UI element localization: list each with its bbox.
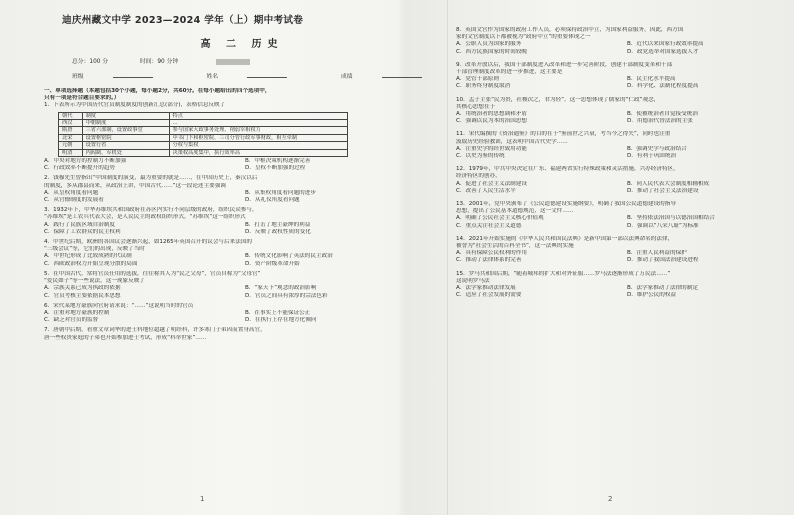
score-label: 总分：100 分: [72, 59, 109, 65]
q5-stem: 5．在中国古代，常将官员任用的选拔，往往称其人为“民之父母”，官员自称为“父母官”: [44, 270, 261, 277]
option-d: D．从礼仪角度看问题: [245, 197, 300, 204]
q3-stem-2: “苏维埃”是工农兵代表大会，是人民民主的政权组织形式，“苏维埃”这一组织形式: [44, 214, 246, 221]
q1-th-1: 制度: [82, 112, 169, 119]
question-11: [456, 131, 792, 160]
option-d: D．推动了我国法治建设进程: [627, 257, 699, 264]
q1-cell: 北宋: [59, 134, 83, 141]
student-info: [72, 71, 440, 80]
option-a: A．践行了民族区域自治制度: [44, 221, 115, 228]
option-c: C．行政效率不断提升的趋势: [44, 165, 116, 172]
question-10: [456, 97, 792, 126]
option-a: A．中世纪形成了比较成熟的代议制: [44, 253, 132, 260]
q12-stem-2: 经济特区的创办，: [456, 173, 501, 180]
q14-stem: 14．2021年开始实施的《中华人民共和国民法典》是新中国第一部以法典命名的法律，: [456, 235, 674, 242]
option-a: A．党管干部原则: [456, 76, 499, 83]
question-5: [44, 271, 440, 300]
option-d: D．科学化、法制化程度提高: [627, 83, 699, 90]
q1-th-0: 朝代: [59, 112, 83, 119]
q1-cell: 设置行省: [82, 142, 169, 149]
q4-stem-2: “三级会议”等，它们的出现，反映了当时: [44, 246, 145, 253]
q1-cell: 隋唐: [59, 127, 83, 134]
question-3: [44, 207, 440, 236]
redacted-stamp: [216, 59, 250, 65]
option-d: D．用德治代替法治的主张: [627, 118, 693, 125]
option-a: A．法学家推动法律发展: [456, 285, 516, 292]
q1-cell: 明清: [59, 149, 83, 156]
q1-cell: 中书门下和枢密院、三司分管行政军事财政，相互牵制: [169, 134, 347, 141]
page-left: [44, 0, 440, 515]
option-b: B．从集权角度看问题的进步: [245, 189, 316, 196]
option-b: B．打击了地主豪绅的利益: [245, 221, 311, 228]
option-b: B．传统文化影响了英法的民主政治: [245, 253, 333, 260]
q12-stem: 12．1979年，中共中央决定在广东、福建两省实行特殊政策和灵活措施，兴办经济特区，: [456, 166, 679, 173]
option-b: B．坚持依法治国与以德治国相结合: [627, 215, 715, 222]
option-c: C．改善了人民生活水平: [456, 187, 516, 194]
q6-stem: 6．宋代某地方豪族向官府请求说：“……”这说明当时的官员: [44, 302, 194, 309]
option-c: C．从官僚制度的发展看: [44, 197, 104, 204]
q9-stem: 9．改革开放以后，我国干部制度进入改革和进一步完善阶段，创建干部制度变革和干部: [456, 61, 673, 68]
time-label: 时间：90 分钟: [139, 59, 179, 65]
name-label: 姓名: [206, 74, 219, 80]
section-heading-2: 只有一项是符合题目要求的。）: [44, 95, 120, 102]
option-d: D．维护公民的权益: [627, 292, 677, 299]
q1-cell: 决策权高度集中，执行效率高: [169, 149, 347, 156]
q8-stem: 8．英国文官作为国家的政府工作人员，必须保持政治中立，为国家利益服务，因此，西方国: [456, 27, 684, 33]
q1-cell: 分权与集权: [169, 142, 347, 149]
option-a: A．宗族关系已成为执政的依据: [44, 285, 121, 292]
option-b: B．“家天下”观念的政治影响: [245, 285, 317, 292]
q1-cell: 元朝: [59, 142, 83, 149]
q5-stem-2: “爱民如子”等一些说法，这一现象反映了: [44, 278, 145, 285]
q9-stem-2: 干部管理制度改革的进一步推进，这主要是: [456, 69, 563, 76]
q1-th-2: 特点: [169, 112, 347, 119]
page-number-1: 1: [200, 495, 205, 503]
q2-stem: 2．钱穆先生曾指出“中国制度的演变，最为重要的就是……，在中国历史上，秦汉以后: [44, 175, 258, 182]
q10-stem: 10．孟子主张“民为贵，社稷次之，君为轻”。这一思想体现了儒家的“仁政”观念，: [456, 96, 660, 103]
q1-cell: 设置枢密院: [82, 134, 169, 141]
q1-cell: 内阁制、军机处: [82, 149, 169, 156]
exam-title: 迪庆州藏文中学 2023—2024 学年（上）期中考试卷: [62, 15, 304, 26]
option-c: C．保障了工农群众的民主权利: [44, 228, 121, 235]
q10-stem-2: 其核心思想在于: [456, 103, 496, 110]
question-13: [456, 201, 792, 230]
class-label: 班级: [72, 74, 84, 80]
option-c: C．强调以民为本的治国思想: [456, 118, 528, 125]
question-1: [44, 102, 440, 172]
option-d: D．资产阶级革命开始: [245, 260, 300, 267]
option-a: A．公职人员为国家的服务: [456, 41, 522, 48]
page-number-2: 2: [608, 495, 613, 503]
option-b: B．强调史学与政治结合: [627, 145, 687, 152]
q1-cell: …: [169, 120, 347, 127]
option-d: D．在执行上存在地方化倾向: [245, 317, 317, 324]
option-a: A．注重对地方豪族的控制: [44, 309, 110, 316]
q1-cell: 西汉: [59, 120, 83, 127]
question-15: [456, 271, 792, 300]
option-c: C．以史为鉴的传统: [456, 153, 505, 160]
option-b: B．民主化水平提高: [627, 76, 676, 83]
question-6: [44, 303, 440, 325]
option-b: B．中枢决策机构逐渐完善: [245, 158, 311, 165]
option-a: A．明确了公民社会主义核心价值观: [456, 215, 544, 222]
q1-table: [58, 112, 348, 157]
section-heading: 一、单项选择题（本题包括30个小题，每小题2分，共60分。在每小题给出的四个选项中，: [44, 88, 271, 94]
option-c: C．重点关注社会主义道德: [456, 222, 522, 229]
option-b: B．近代以来国家行政效率提高: [627, 41, 704, 48]
q13-stem-2: 思想，提出了公民基本道德规范，这一文件……: [456, 208, 574, 215]
grade-label: 成绩: [340, 74, 353, 80]
exam-subject: 高 二 历史: [200, 39, 284, 50]
q3-stem: 3．1932年下，中华苏维埃共和国政府在苏区内实行不同层级的政府，组织民众参与，: [44, 207, 258, 214]
q11-stem: 11．宋代编撰的《资治通鉴》的目的在于“鉴前世之兴衰，考当今之得失”，同时也注重: [456, 131, 671, 138]
option-b: B．同人民代表大会制度相辅相成: [627, 180, 710, 187]
option-c: C．推动了法律体系的完善: [456, 257, 522, 264]
option-d: D．有利于巩固统治: [627, 153, 677, 160]
question-4: [44, 239, 440, 268]
option-c: C．西欧政治权力开始呈现分散的局面: [44, 260, 138, 267]
option-d: D．政党选举对国家选拔人才: [627, 48, 699, 55]
page-fold: [447, 0, 449, 515]
option-a: A．用统治者的思想调和矛盾: [456, 111, 527, 118]
q1-cell: 参与国家大政事务处理、削弱宰相权力: [169, 127, 347, 134]
option-c: C．西方民族国家的时间较晚: [456, 48, 528, 55]
q1-cell: 三省六部制，设置政事堂: [82, 127, 169, 134]
option-a: A．中央对地方的控制力不断加强: [44, 158, 127, 165]
question-14: [456, 236, 792, 265]
q15-stem: 15．罗马共和国后期，“随着城邦的扩大和对外征服……罗马法逐渐形成了万民法……”: [456, 270, 671, 277]
q1-options: [44, 158, 440, 172]
q1-stem: 1．下表所示为中国历代官员制度制度的创新汇总(部分)，表格信息反映了: [44, 102, 226, 109]
option-a: A．促进了社会主义法制建设: [456, 180, 527, 187]
q7-stem: 7．唐朝中后期，看重文章词华的进士科地位超越了明经科，许多寒门子弟因而置身高官，: [44, 327, 266, 334]
option-d: D．反映了政权性质的变化: [245, 228, 311, 235]
option-d: D．皇权不断加强的过程: [245, 165, 306, 172]
option-c: C．缺乏对官员的监督: [44, 317, 99, 324]
q13-stem: 13．2001年，党中央颁布了《公民道德建设实施纲要》，明确了我国公民道德建设的指导: [456, 201, 676, 208]
question-7: [44, 327, 440, 341]
q7-stem-2: 唐一些权贵家庭的子弟也开始参加进士考试，形成“科举世家”……: [44, 334, 207, 341]
option-b: B．在事实上不能保证公正: [245, 309, 311, 316]
option-b: B．使被统治者自觉接受统治: [627, 111, 698, 118]
q4-stem: 4．中世纪后期，欧洲的各国议会逐渐兴起，如1265年英国召开的议会与后来法国的: [44, 239, 252, 246]
question-8: [456, 27, 792, 56]
option-a: A．具有保障公民权利的作用: [456, 250, 527, 257]
question-12: [456, 166, 792, 195]
option-a: A．从皇权角度看问题: [44, 189, 99, 196]
option-c: C．官员考核主要依据民本思想: [44, 292, 121, 299]
option-d: D．官员之间具有浓厚的宗法色彩: [245, 292, 328, 299]
option-b: B．法学家推动了法律的制定: [627, 285, 698, 292]
option-a: A．注重史学的经世致用功能: [456, 145, 527, 152]
q2-stem-2: 的制度，多从郡县而来，从政治上讲，中国古代……”这一段论述主要强调: [44, 182, 226, 189]
option-c: C．适应了社会发展的需要: [456, 292, 522, 299]
option-c: C．职务终身制度取消: [456, 83, 511, 90]
page-right: [456, 0, 792, 515]
option-d: D．推动了社会主义法治建设: [627, 187, 699, 194]
question-2: [44, 175, 440, 204]
option-d: D．强调以“八荣八耻”为标准: [627, 222, 699, 229]
q11-stem-2: 汲取历史经验教训，这表明中国古代史学……: [456, 138, 568, 145]
q14-stem-2: 被誉为“社会生活的百科全书”，这一法典的实施: [456, 243, 574, 250]
q8-stem-2: 家的文官制度以下都被视为“政府中立”的重要体现之一: [456, 34, 591, 41]
exam-info: [72, 56, 440, 65]
q15-stem-2: 这说明罗马法: [456, 277, 490, 284]
question-9: [456, 62, 792, 91]
option-b: B．注重人民利益的保护: [627, 250, 687, 257]
q1-cell: 中朝制度: [82, 120, 169, 127]
